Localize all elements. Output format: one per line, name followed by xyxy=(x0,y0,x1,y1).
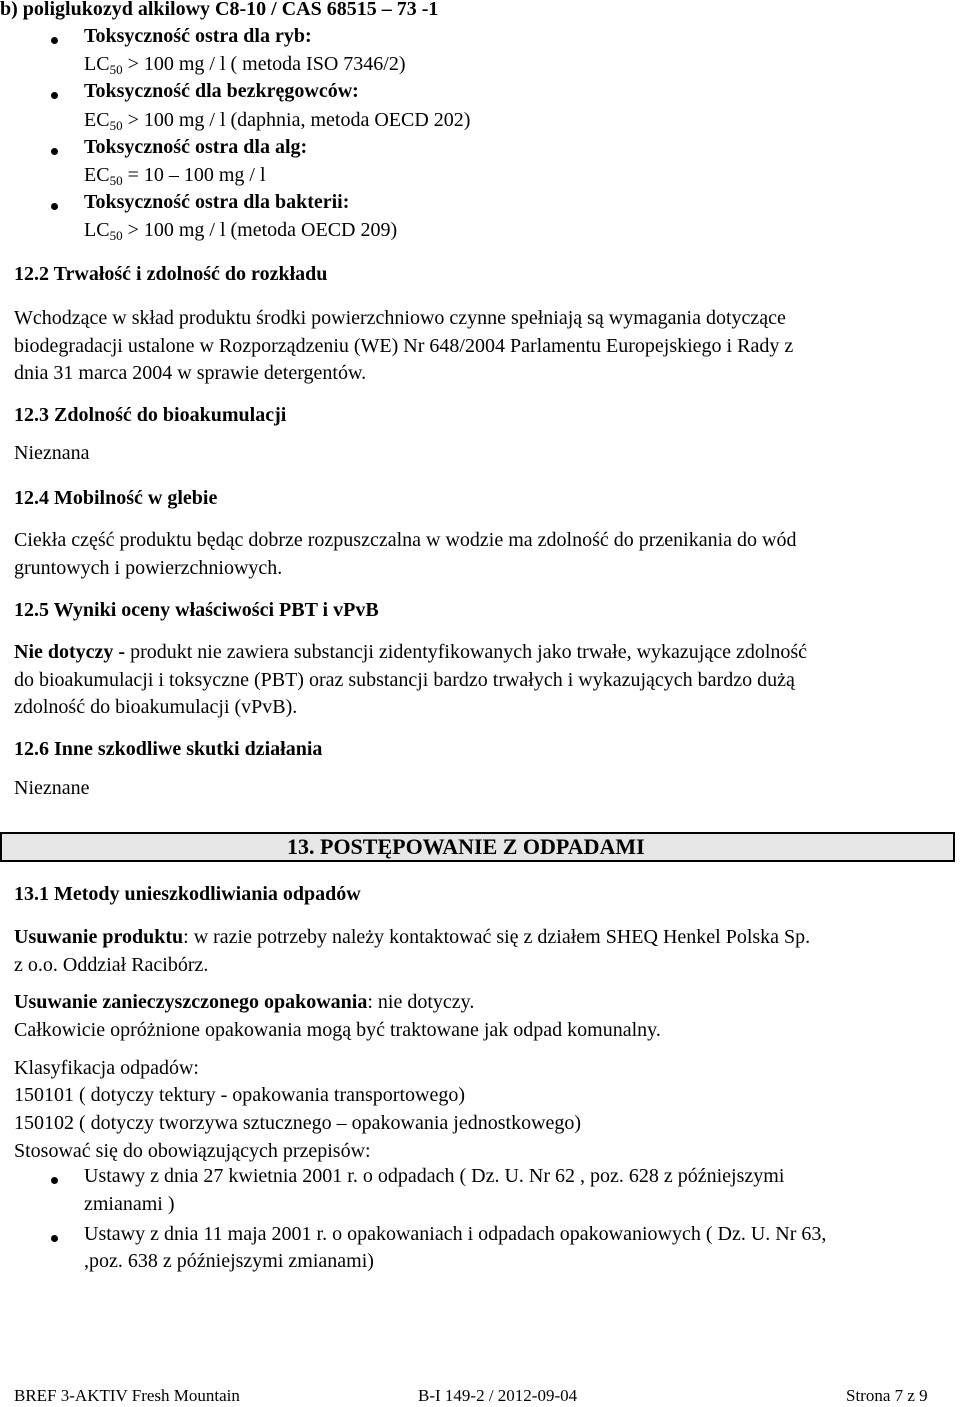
tox-value: $LC_{50} > 100$ mg / l (metoda OECD 209) xyxy=(84,219,398,243)
footer-product: BREF 3-AKTIV Fresh Mountain xyxy=(14,1386,240,1405)
paragraph-line: Wchodzące w skład produktu środki powierzchniowo czynne spełniają są wymagania dotyczące xyxy=(14,307,786,329)
law-item-line: Ustawy z dnia 11 maja 2001 r. o opakowaniach i odpadach opakowaniowych ( Dz. U. Nr 63, xyxy=(84,1223,827,1245)
section-12-4-heading: 12.4 Mobilność w glebie xyxy=(14,487,218,509)
bullet-icon xyxy=(51,1235,58,1242)
tox-value: $EC_{50} = 10 - 100$ mg / l xyxy=(84,164,266,188)
law-item-line: ,poz. 638 z późniejszymi zmianami) xyxy=(84,1250,374,1272)
paragraph-line: 150101 ( dotyczy tektury - opakowania transportowego) xyxy=(14,1084,465,1106)
section-12-6-text: Nieznane xyxy=(14,777,90,799)
bullet-icon xyxy=(51,1177,58,1184)
section-12-6-heading: 12.6 Inne szkodliwe skutki działania xyxy=(14,738,323,760)
footer-page-number: Strona 7 z 9 xyxy=(846,1386,928,1405)
section-13-title: 13. POSTĘPOWANIE Z ODPADAMI xyxy=(287,834,645,859)
tox-heading: Toksyczność ostra dla alg: xyxy=(84,136,308,158)
tox-value: $LC_{50} > 100$ mg / l ( metoda ISO 7346/2) xyxy=(84,53,406,77)
paragraph-line: Nie dotyczy - produkt nie zawiera substancji zidentyfikowanych jako trwałe, wykazujące zdolność xyxy=(14,641,808,663)
paragraph-line: dnia 31 marca 2004 w sprawie detergentów. xyxy=(14,362,367,384)
tox-heading: Toksyczność ostra dla ryb: xyxy=(84,25,312,47)
section-12-2-heading: 12.2 Trwałość i zdolność do rozkładu xyxy=(14,263,328,285)
paragraph-line: gruntowych i powierzchniowych. xyxy=(14,557,283,579)
paragraph-line: zdolność do bioakumulacji (vPvB). xyxy=(14,696,298,718)
paragraph-line: Całkowicie opróżnione opakowania mogą być traktowane jak odpad komunalny. xyxy=(14,1019,661,1041)
bullet-icon xyxy=(51,92,58,99)
section-12-5-heading: 12.5 Wyniki oceny właściwości PBT i vPvB xyxy=(14,599,379,621)
bullet-icon xyxy=(51,148,58,155)
paragraph-line: biodegradacji ustalone w Rozporządzeniu (WE) Nr 648/2004 Parlamentu Europejskiego i Rady z xyxy=(14,335,794,357)
paragraph-line: Usuwanie zanieczyszczonego opakowania: nie dotyczy. xyxy=(14,991,475,1013)
law-item-line: zmianami ) xyxy=(84,1193,175,1215)
paragraph-line: Klasyfikacja odpadów: xyxy=(14,1057,199,1079)
paragraph-line: do bioakumulacji i toksyczne (PBT) oraz substancji bardzo trwałych i wykazujących bardzo dużą xyxy=(14,669,795,691)
section-12-3-heading: 12.3 Zdolność do bioakumulacji xyxy=(14,404,287,426)
section-13-1-heading: 13.1 Metody unieszkodliwiania odpadów xyxy=(14,883,361,905)
paragraph-line: Stosować się do obowiązujących przepisów: xyxy=(14,1140,371,1162)
paragraph-line: Usuwanie produktu: w razie potrzeby należy kontaktować się z działem SHEQ Henkel Polska Sp. xyxy=(14,926,811,948)
paragraph-line: Ciekła część produktu będąc dobrze rozpuszczalna w wodzie ma zdolność do przenikania do wód xyxy=(14,529,797,551)
section-12-3-text: Nieznana xyxy=(14,442,90,464)
footer-doc-id: B-I 149-2 / 2012-09-04 xyxy=(418,1386,578,1405)
paragraph-line: 150102 ( dotyczy tworzywa sztucznego – opakowania jednostkowego) xyxy=(14,1112,582,1134)
bullet-icon xyxy=(51,203,58,210)
law-item-line: Ustawy z dnia 27 kwietnia 2001 r. o odpadach ( Dz. U. Nr 62 , poz. 628 z późniejszymi xyxy=(84,1165,785,1187)
tox-value: $EC_{50} > 100$ mg / l (daphnia, metoda OECD 202) xyxy=(84,109,471,133)
tox-heading: Toksyczność dla bezkręgowców: xyxy=(84,80,359,102)
paragraph-line: z o.o. Oddział Racibórz. xyxy=(14,954,209,976)
component-title: b) poliglukozyd alkilowy C8-10 / CAS 68515 – 73 -1 xyxy=(0,0,439,20)
bullet-icon xyxy=(51,37,58,44)
tox-heading: Toksyczność ostra dla bakterii: xyxy=(84,191,350,213)
